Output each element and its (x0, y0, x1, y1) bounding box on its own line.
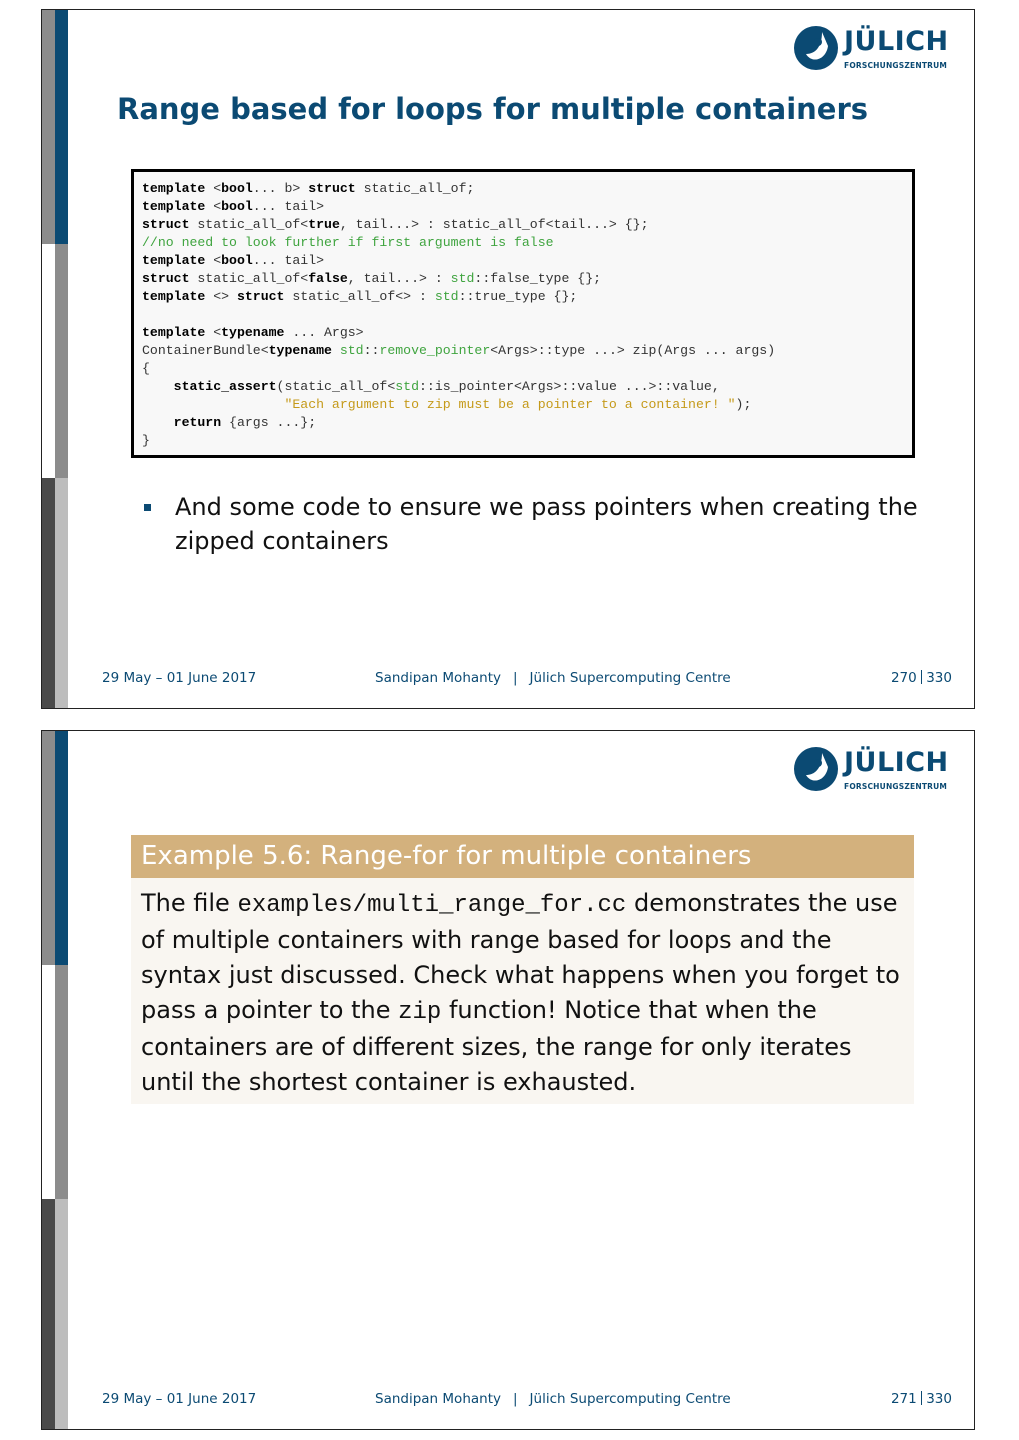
footer-page-number: 271 330 (890, 1391, 952, 1407)
example-filename: examples/multi_range_for.cc (237, 892, 627, 919)
footer-center (375, 670, 731, 686)
logo-wordmark: JÜLICH (844, 26, 949, 57)
slide-270 (41, 9, 975, 709)
julich-logo-icon (792, 24, 840, 72)
footer-author: Sandipan Mohanty (375, 1391, 501, 1407)
footer-org: Jülich Supercomputing Centre (529, 670, 731, 686)
logo-subtitle: FORSCHUNGSZENTRUM (844, 61, 948, 70)
side-color-bar (42, 731, 68, 1430)
side-color-bar (42, 10, 68, 709)
slide-271 (41, 730, 975, 1430)
julich-logo (792, 743, 952, 797)
julich-logo (792, 22, 952, 76)
footer-page-number: 270 330 (890, 670, 952, 686)
code-listing (131, 169, 915, 458)
footer-center (375, 1391, 731, 1407)
slide-footer (42, 670, 975, 690)
zip-function-name: zip (398, 999, 442, 1026)
footer-separator: | (512, 1391, 518, 1407)
footer-date: 29 May – 01 June 2017 (102, 670, 257, 686)
footer-separator: | (512, 670, 518, 686)
bullet-text: And some code to ensure we pass pointers when creating the zipped containers (175, 493, 918, 555)
example-title: Example 5.6: Range-for for multiple containers (131, 835, 914, 878)
example-block (131, 835, 914, 1104)
slide-title: Range based for loops for multiple containers (117, 92, 869, 126)
julich-logo-icon (792, 745, 840, 793)
logo-wordmark: JÜLICH (844, 747, 949, 778)
footer-author: Sandipan Mohanty (375, 670, 501, 686)
logo-subtitle: FORSCHUNGSZENTRUM (844, 782, 948, 791)
bullet-square-icon (144, 504, 151, 511)
example-body: The file examples/multi_range_for.cc demonstrates the use of multiple containers with range based for loops and the syntax just discussed. Check what happens when you forget to pass a pointer to the zip function! Notice that when the containers are of different sizes, the range for only iterates until the shortest container is exhausted. (131, 878, 914, 1104)
slide-footer (42, 1391, 975, 1411)
footer-org: Jülich Supercomputing Centre (529, 1391, 731, 1407)
bullet-item (144, 490, 924, 558)
code-text: template <bool... b> struct static_all_of; template <bool... tail> struct static_all_of<true, tail...> : static_all_of<tail...> {}; //no need to look further if first argument is false template <bool... tail> struct static_all_of<false, tail...> : std::false_type {}; template <> struct static_all_of<> : std::true_type {}; template <typename ... Args> ContainerBundle<typename std::remove_pointer<Args>::type ...> zip(Args ... args) { static_assert(static_all_of<std::is_pointer<Args>::value ...>::value, "Each argument to zip must be a pointer to a container! "); return {args ...}; } (142, 181, 776, 448)
footer-date: 29 May – 01 June 2017 (102, 1391, 257, 1407)
